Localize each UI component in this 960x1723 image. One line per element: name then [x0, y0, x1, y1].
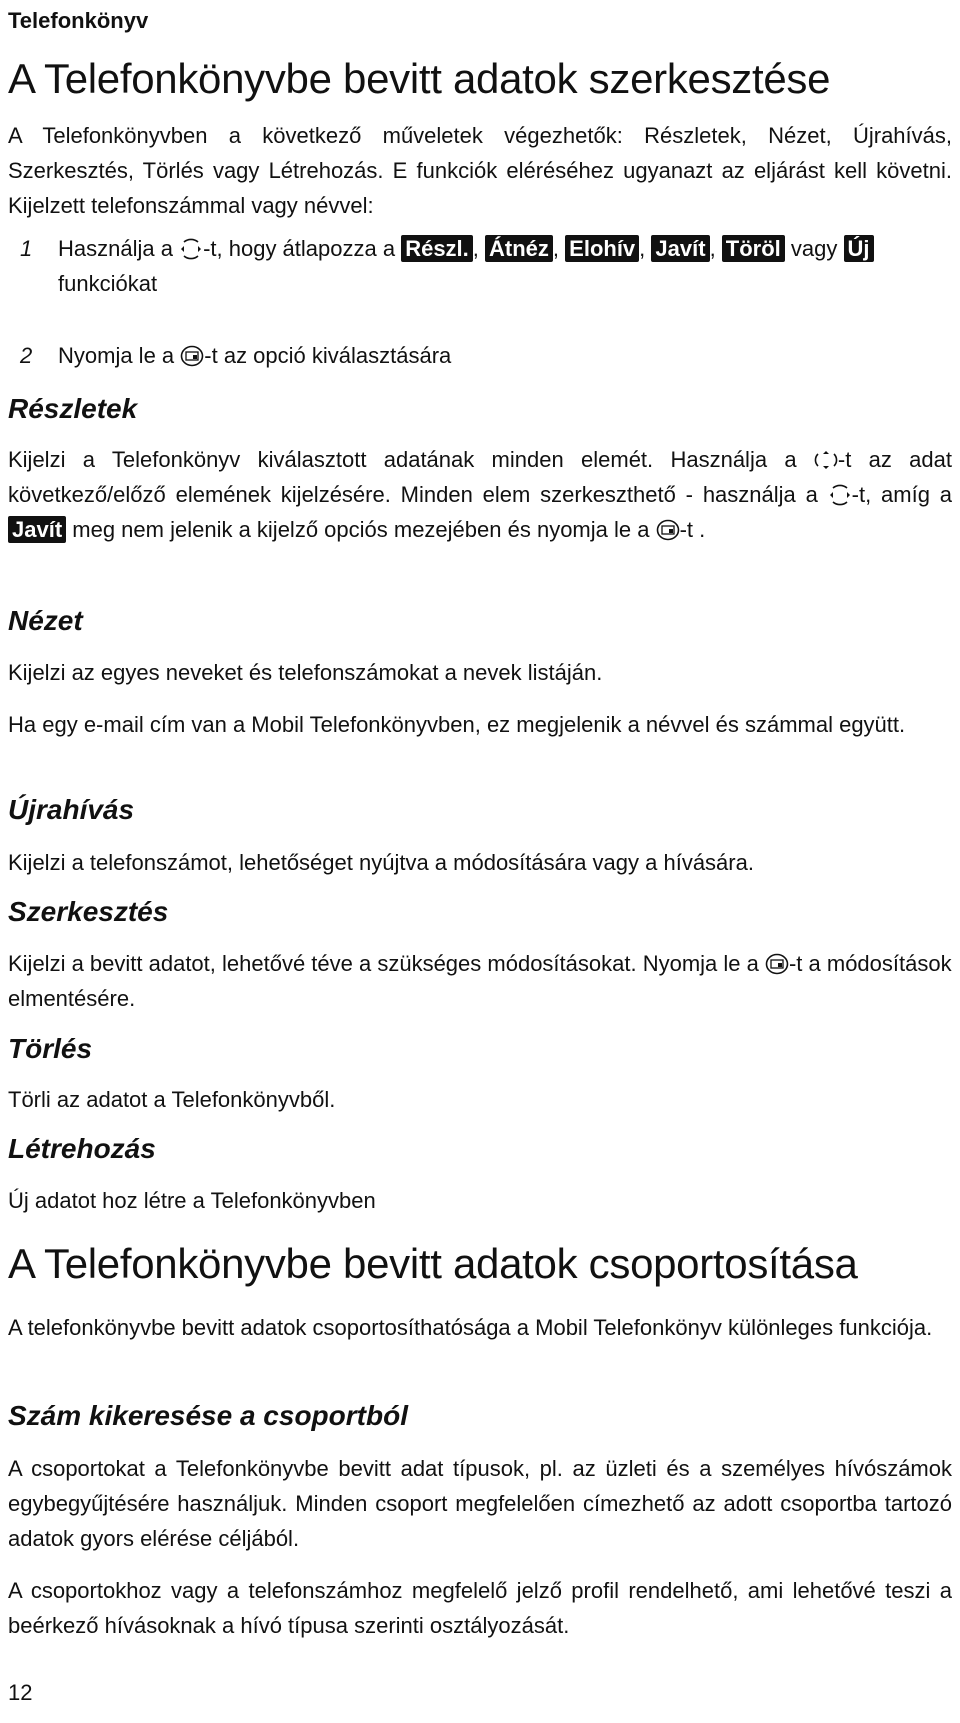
delete-text: Törli az adatot a Telefonkönyvből.: [8, 1087, 336, 1112]
find-number-text-2: A csoportokhoz vagy a telefonszámhoz megfelelő jelző profil rendelhető, ami lehetővé teszi a beérkező hívásoknak a hívó típusa szerinti osztályozását.: [8, 1578, 952, 1638]
step-2: [8, 338, 952, 373]
heading-details: Részletek: [8, 393, 138, 424]
step-number: 1: [20, 236, 33, 261]
section-title-editing: A Telefonkönyvbe bevitt adatok szerkesztése: [8, 55, 831, 102]
heading-view: Nézet: [8, 605, 83, 636]
editing-intro: A Telefonkönyvben a következő műveletek végezhetők: Részletek, Nézet, Újrahívás, Szerkesztés, Törlés vagy Létrehozás. E funkciók eléréséhez ugyanazt az eljárást kell követni. Kijelzett telefonszámmal vagy névvel:: [8, 123, 952, 218]
softkey-label-delete: Töröl: [722, 235, 785, 262]
heading-delete: Törlés: [8, 1033, 93, 1064]
softkey-label-details: Részl.: [401, 235, 473, 262]
redial-text: Kijelzi a telefonszámot, lehetőséget nyújtva a módosítására vagy a hívására.: [8, 850, 754, 875]
softkey-label-edit: Javít: [651, 235, 709, 262]
ok-key-icon: [656, 519, 680, 541]
ok-key-icon: [765, 953, 789, 975]
view-text-1: Kijelzi az egyes neveket és telefonszámokat a nevek listáján.: [8, 660, 603, 685]
step-number: 2: [20, 343, 33, 368]
running-head: Telefonkönyv: [8, 8, 149, 33]
step-text: Használja a -t, hogy átlapozza a Részl. , Átnéz , Elohív , Javít , Töröl vagy Új funkciókat: [58, 231, 952, 301]
step-1: [8, 231, 952, 301]
step-text: Nyomja le a -t az opció kiválasztására: [58, 343, 452, 368]
softkey-label-recall: Elohív: [565, 235, 639, 262]
heading-create: Létrehozás: [8, 1133, 156, 1164]
editing-text: Kijelzi a bevitt adatot, lehetővé téve a szükséges módosításokat. Nyomja le a -t a módosítások elmentésére.: [8, 951, 952, 1011]
find-number-text-1: A csoportokat a Telefonkönyvbe bevitt adat típusok, pl. az üzleti és a személyes hívószámok egybegyűjtésére használjuk. Minden csoport megfelelően címezhető az adott csoportba tartozó adatok gyors elérése céljából.: [8, 1456, 952, 1551]
softkey-label-edit: Javít: [8, 516, 66, 543]
heading-find-number: Szám kikeresése a csoportból: [8, 1400, 408, 1431]
heading-editing: Szerkesztés: [8, 896, 169, 927]
grouping-intro: A telefonkönyvbe bevitt adatok csoportosíthatósága a Mobil Telefonkönyv különleges funkciója.: [8, 1315, 933, 1340]
up-down-key-icon: [814, 449, 838, 471]
create-text: Új adatot hoz létre a Telefonkönyvben: [8, 1188, 376, 1213]
softkey-label-new: Új: [844, 235, 874, 262]
view-text-2: Ha egy e-mail cím van a Mobil Telefonkönyvben, ez megjelenik a névvel és számmal együtt.: [8, 712, 906, 737]
softkey-label-view: Átnéz: [485, 235, 553, 262]
heading-redial: Újrahívás: [8, 794, 135, 825]
navigation-key-icon: [828, 484, 852, 506]
page-number: 12: [8, 1680, 33, 1705]
navigation-key-icon: [179, 238, 203, 260]
section-title-grouping: A Telefonkönyvbe bevitt adatok csoportosítása: [8, 1240, 858, 1287]
ok-key-icon: [180, 345, 204, 367]
details-text: Kijelzi a Telefonkönyv kiválasztott adatának minden elemét. Használja a -t az adat következő/előző elemének kijelzésére. Minden elem szerkeszthető - használja a -t, amíg a Javít meg nem jelenik a kijelző opciós mezejében és nyomja le a -t .: [8, 447, 953, 542]
